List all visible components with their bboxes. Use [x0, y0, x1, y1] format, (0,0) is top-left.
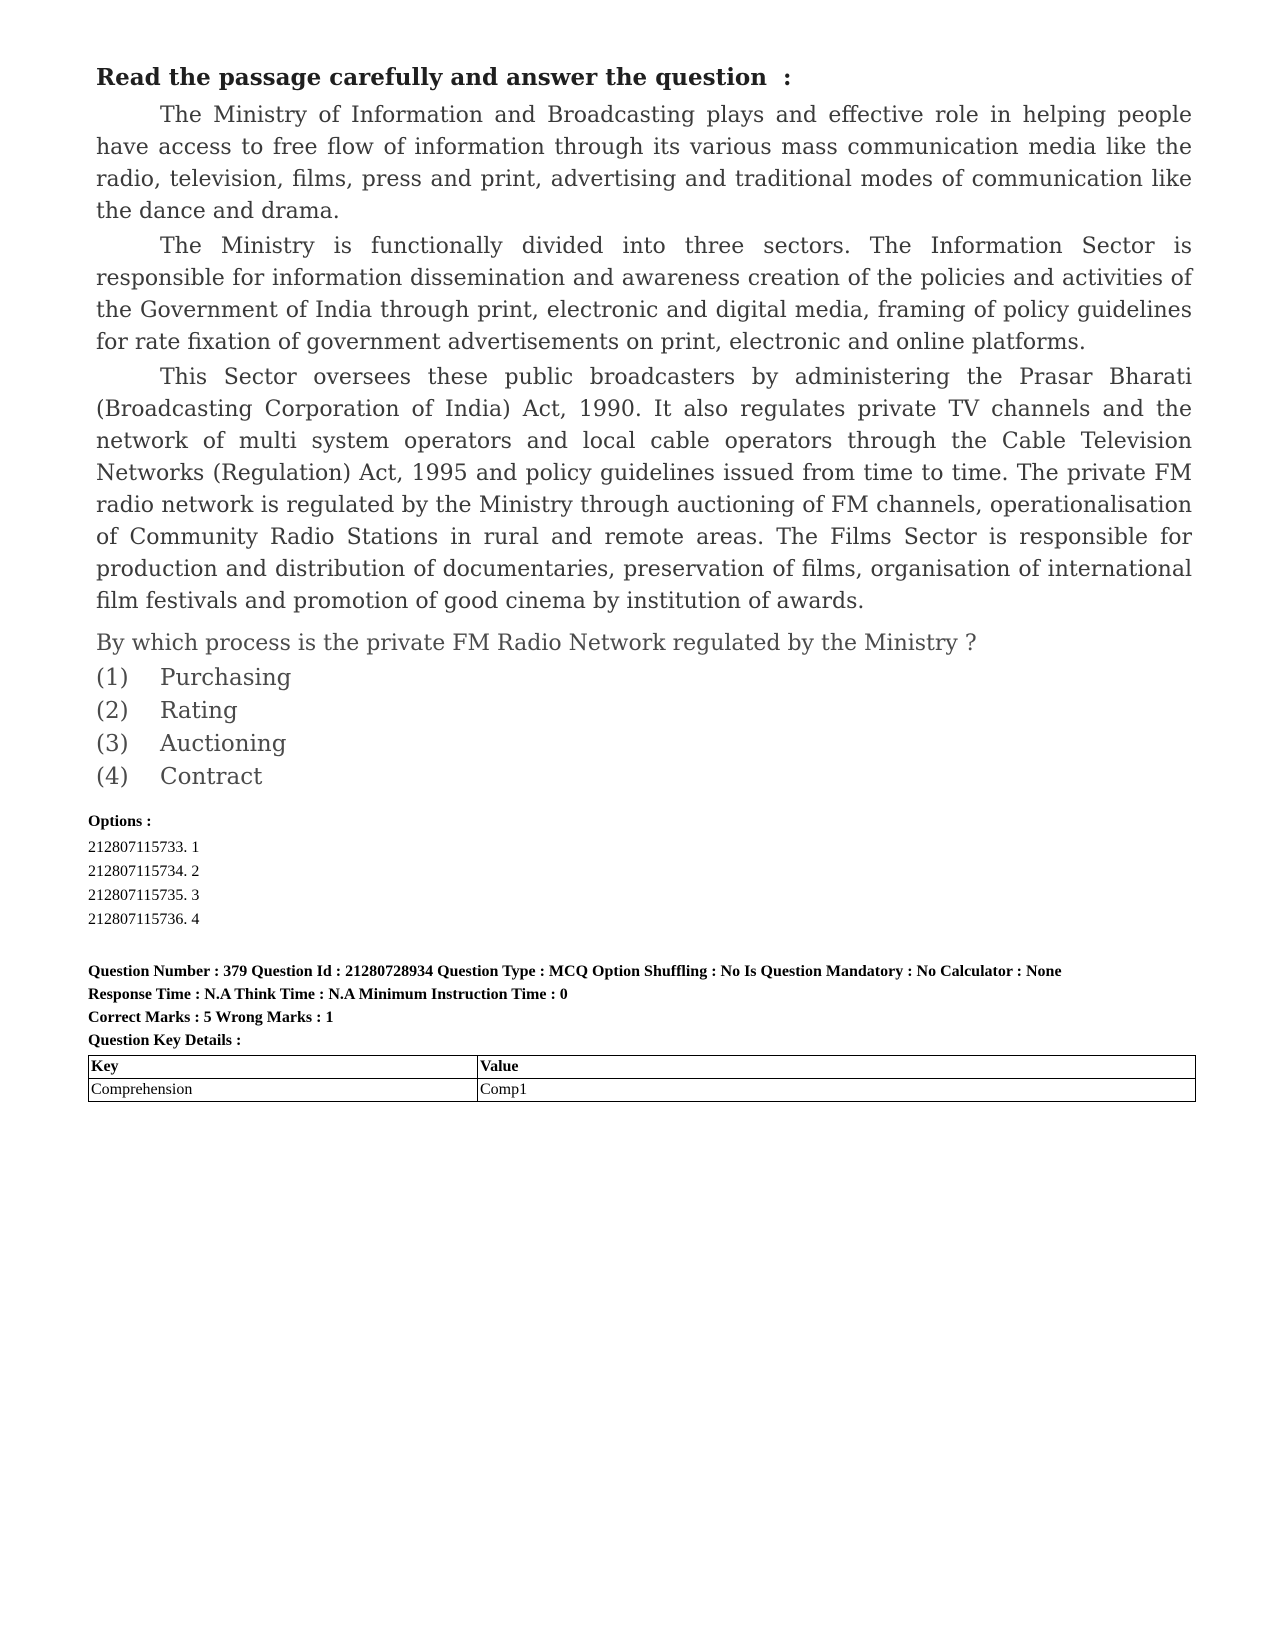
choice-number: (2) — [96, 698, 129, 724]
question-info-line-2: Response Time : N.A Think Time : N.A Minimum Instruction Time : 0 — [88, 986, 568, 1003]
choice-text: Auctioning — [160, 731, 287, 757]
question-info-line-1: Question Number : 379 Question Id : 21280728934 Question Type : MCQ Option Shuffling : No Is Question Mandatory : No Calculator : None — [88, 963, 1062, 980]
option-id-line: 212807115736. 4 — [88, 911, 200, 928]
choice-text: Contract — [160, 764, 263, 790]
option-id-line: 212807115735. 3 — [88, 887, 200, 904]
answer-choice — [96, 728, 1192, 761]
choice-number: (3) — [96, 731, 129, 757]
cell-value: Comp1 — [478, 1079, 1196, 1102]
answer-choice — [96, 695, 1192, 728]
options-label: Options : — [88, 813, 152, 830]
choice-text: Rating — [160, 698, 238, 724]
passage-heading: Read the passage carefully and answer the question : — [96, 64, 792, 91]
choice-number: (1) — [96, 665, 129, 691]
passage-paragraph-2: The Ministry is functionally divided into three sectors. The Information Sector is responsible for information dissemination and awareness creation of the policies and activities of the Government of India through print, electronic and digital media, framing of policy guidelines for rate fixation of government advertisements on print, electronic and online platforms. — [96, 234, 1192, 355]
question-metadata — [88, 812, 1188, 1102]
scanned-passage — [96, 62, 1192, 794]
option-id-line: 212807115733. 1 — [88, 839, 200, 856]
key-details-label: Question Key Details : — [88, 1032, 242, 1049]
choice-number: (4) — [96, 764, 129, 790]
marks-line: Correct Marks : 5 Wrong Marks : 1 — [88, 1009, 334, 1026]
cell-key: Comprehension — [89, 1079, 478, 1102]
passage-paragraph-1: The Ministry of Information and Broadcasting plays and effective role in helping people have access to free flow of information through its various mass communication media like the radio, television, films, press and print, advertising and traditional modes of communication like the dance and drama. — [96, 103, 1192, 224]
table-header-row — [89, 1056, 1196, 1079]
answer-choices — [96, 662, 1192, 794]
answer-choice — [96, 662, 1192, 695]
question-info — [88, 962, 1188, 1051]
choice-text: Purchasing — [160, 665, 292, 691]
header-value: Value — [478, 1056, 1196, 1079]
table-row — [89, 1079, 1196, 1102]
passage-paragraph-3: This Sector oversees these public broadcasters by administering the Prasar Bharati (Broadcasting Corporation of India) Act, 1990. It also regulates private TV channels and the network of multi system operators and local cable operators through the Cable Television Networks (Regulation) Act, 1995 and policy guidelines issued from time to time. The private FM radio network is regulated by the Ministry through auctioning of FM channels, operationalisation of Community Radio Stations in rural and remote areas. The Films Sector is responsible for production and distribution of documentaries, preservation of films, organisation of international film festivals and promotion of good cinema by institution of awards. — [96, 365, 1192, 614]
question-text: By which process is the private FM Radio Network regulated by the Ministry ? — [96, 631, 977, 656]
option-id-line: 212807115734. 2 — [88, 863, 200, 880]
key-details-table — [88, 1055, 1196, 1102]
header-key: Key — [89, 1056, 478, 1079]
answer-choice — [96, 761, 1192, 794]
